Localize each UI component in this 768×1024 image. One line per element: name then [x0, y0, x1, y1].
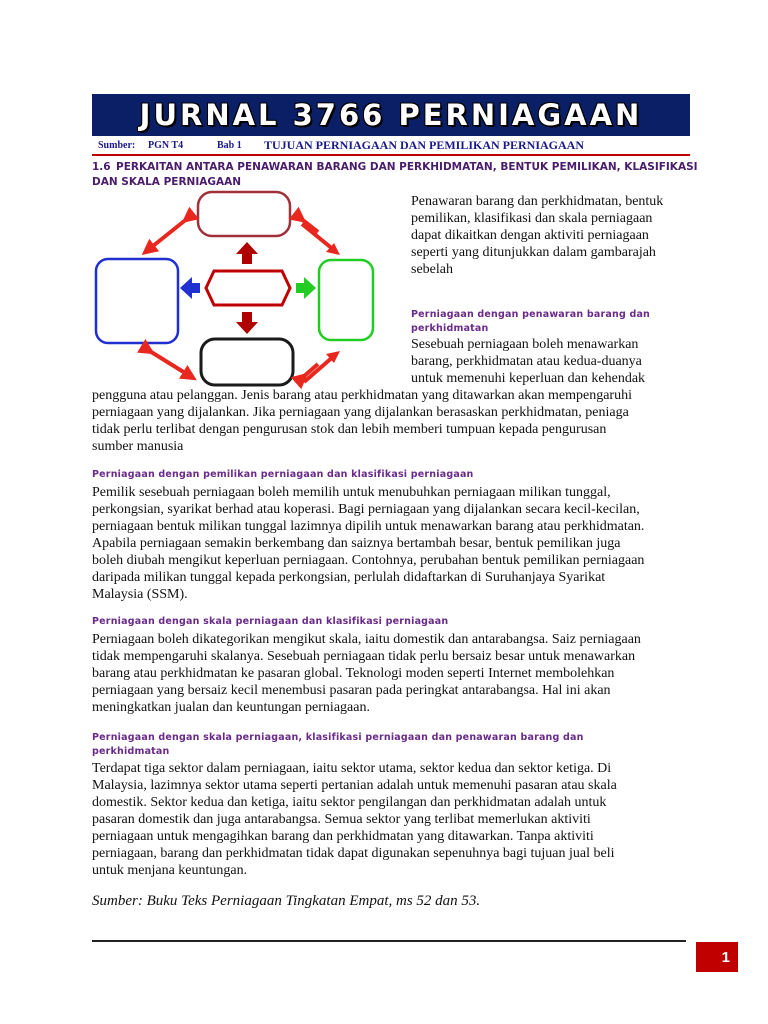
- block3-line-2: tidak mempengaruhi skalanya. Sesebuah perniagaan tidak perlu bersaiz besar untuk menawarkan: [92, 649, 636, 664]
- diag-arrow-top-right-tail: [302, 224, 334, 250]
- section-number: 1.6: [92, 161, 111, 173]
- block2-line-2: perkongsian, syarikat berhad atau koperasi. Bagi perniagaan yang dijalankan secara kecil-kecilan,: [92, 502, 640, 517]
- up-arrow-icon: [236, 242, 258, 264]
- block4-line-3: domestik. Sektor kedua dan ketiga, iaitu sektor pengilangan dan perkhidmatan adalah untuk: [92, 795, 607, 810]
- block1-line-5: perniagaan yang dijalankan. Jika perniagaan yang dijalankan berasaskan perkhidmatan, peniaga: [92, 405, 629, 420]
- page-number: 1: [696, 942, 738, 972]
- block1-subheading-1: Perniagaan dengan penawaran barang dan: [411, 309, 651, 320]
- block2-line-5: boleh diubah mengikut keperluan perniagaan. Contohnya, perubahan bentuk pemilikan perniagaan: [92, 553, 645, 568]
- block4-line-1: Terdapat tiga sektor dalam perniagaan, iaitu sektor utama, sektor kedua dan sektor ketiga. Di: [92, 761, 612, 776]
- block2-line-1: Pemilik sesebuah perniagaan boleh memilih untuk menubuhkan perniagaan milikan tunggal,: [92, 485, 611, 500]
- diag-arrow-bottom-left: [148, 350, 190, 376]
- header-divider: [92, 154, 690, 156]
- center-box: [206, 271, 290, 305]
- block4-line-5: perniagaan untuk mengagihkan barang dan perkhidmatan yang ditawarkan. Tanpa aktiviti: [92, 829, 594, 844]
- source-note: Sumber: Buku Teks Perniagaan Tingkatan Empat, ms 52 dan 53.: [92, 893, 481, 909]
- source-value: PGN T4: [148, 140, 184, 151]
- bottom-box: [201, 339, 293, 385]
- section-heading-line2: DAN SKALA PERNIAGAAN: [92, 176, 242, 188]
- block4-subheading-2: perkhidmatan: [92, 746, 170, 757]
- block1-line-3: untuk memenuhi keperluan dan kehendak: [411, 371, 646, 386]
- block3-line-5: meningkatkan jualan dan keuntungan perniagaan.: [92, 700, 370, 715]
- right-arrows-svg: [296, 210, 348, 400]
- left-arrow-icon: [180, 277, 200, 299]
- block1-line-2: barang, perkhidmatan atau kedua-duanya: [411, 354, 642, 369]
- intro-line-5: sebelah: [411, 262, 453, 277]
- block1-line-6: tidak perlu terlibat dengan pengurusan stok dan lebih memberi tumpuan kepada pengurusan: [92, 422, 607, 437]
- block3-subheading: Perniagaan dengan skala perniagaan dan klasifikasi perniagaan: [92, 616, 449, 627]
- block3-line-3: barang atau perkhidmatan ke pasaran global. Teknologi moden seperti Internet membolehkan: [92, 666, 615, 681]
- block4-line-4: pasaran domestik dan juga antarabangsa. Semua sektor yang terlibat memerlukan aktiviti: [92, 812, 591, 827]
- down-arrow-icon: [236, 312, 258, 334]
- block4-line-2: Malaysia, lazimnya sektor utama seperti pertanian adalah untuk memenuhi pasaran atau skala: [92, 778, 617, 793]
- block4-line-7: untuk menjana keuntungan.: [92, 863, 248, 878]
- block3-line-4: perniagaan yang bersaiz kecil menembusi pasaran pada peringkat antarabangsa. Hal ini akan: [92, 683, 611, 698]
- block4-subheading-1: Perniagaan dengan skala perniagaan, klasifikasi perniagaan dan penawaran barang dan: [92, 732, 584, 743]
- block2-subheading: Perniagaan dengan pemilikan perniagaan dan klasifikasi perniagaan: [92, 469, 474, 480]
- intro-line-1: Penawaran barang dan perkhidmatan, bentuk: [411, 194, 664, 209]
- chapter-title: TUJUAN PERNIAGAAN DAN PEMILIKAN PERNIAGAAN: [264, 138, 585, 152]
- section-heading: [92, 160, 698, 190]
- block2-line-3: perniagaan bentuk milikan tunggal lazimnya dipilih untuk menawarkan barang atau perkhidmatan.: [92, 519, 645, 534]
- block2-line-4: Apabila perniagaan semakin berkembang dan saiznya bertambah besar, bentuk pemilikan juga: [92, 536, 621, 551]
- intro-line-2: pemilikan, klasifikasi dan skala perniagaan: [411, 211, 653, 226]
- block1-line-1: Sesebuah perniagaan boleh menawarkan: [411, 337, 639, 352]
- block1-line-7: sumber manusia: [92, 439, 184, 454]
- block3-line-1: Perniagaan boleh dikategorikan mengikut skala, iaitu domestik dan antarabangsa. Saiz perniagaan: [92, 632, 641, 647]
- journal-banner: [92, 94, 690, 136]
- diag-arrow-bottom-right-tail: [304, 356, 334, 382]
- block2-line-6: daripada milikan tunggal kepada perkongsian, perlulah didaftarkan di Suruhanjaya Syarikat: [92, 570, 606, 585]
- relationship-diagram: [92, 188, 322, 410]
- footer-divider: [92, 940, 686, 942]
- top-box: [198, 192, 290, 236]
- meta-row: [92, 138, 690, 154]
- chapter-label: Bab 1: [217, 140, 242, 151]
- left-box: [96, 259, 178, 343]
- source-label: Sumber:: [98, 140, 136, 151]
- block1-line-4: pengguna atau pelanggan. Jenis barang atau perkhidmatan yang ditawarkan akan mempengaruhi: [92, 388, 632, 403]
- section-heading-line1: PERKAITAN ANTARA PENAWARAN BARANG DAN PERKHIDMATAN, BENTUK PEMILIKAN, KLASIFIKASI: [116, 161, 698, 173]
- block2-line-7: Malaysia (SSM).: [92, 587, 188, 602]
- intro-line-3: dapat dikaitkan dengan aktiviti perniagaan: [411, 228, 649, 243]
- block4-line-6: perniagaan, barang dan perkhidmatan tidak dapat digunakan sepenuhnya bagi tujuan jual beli: [92, 846, 615, 861]
- diag-arrow-top-left: [148, 218, 188, 250]
- journal-title: JURNAL 3766 PERNIAGAAN: [139, 98, 643, 132]
- block1-subheading-2: perkhidmatan: [411, 323, 489, 334]
- intro-line-4: seperti yang ditunjukkan dalam gambarajah: [411, 245, 656, 260]
